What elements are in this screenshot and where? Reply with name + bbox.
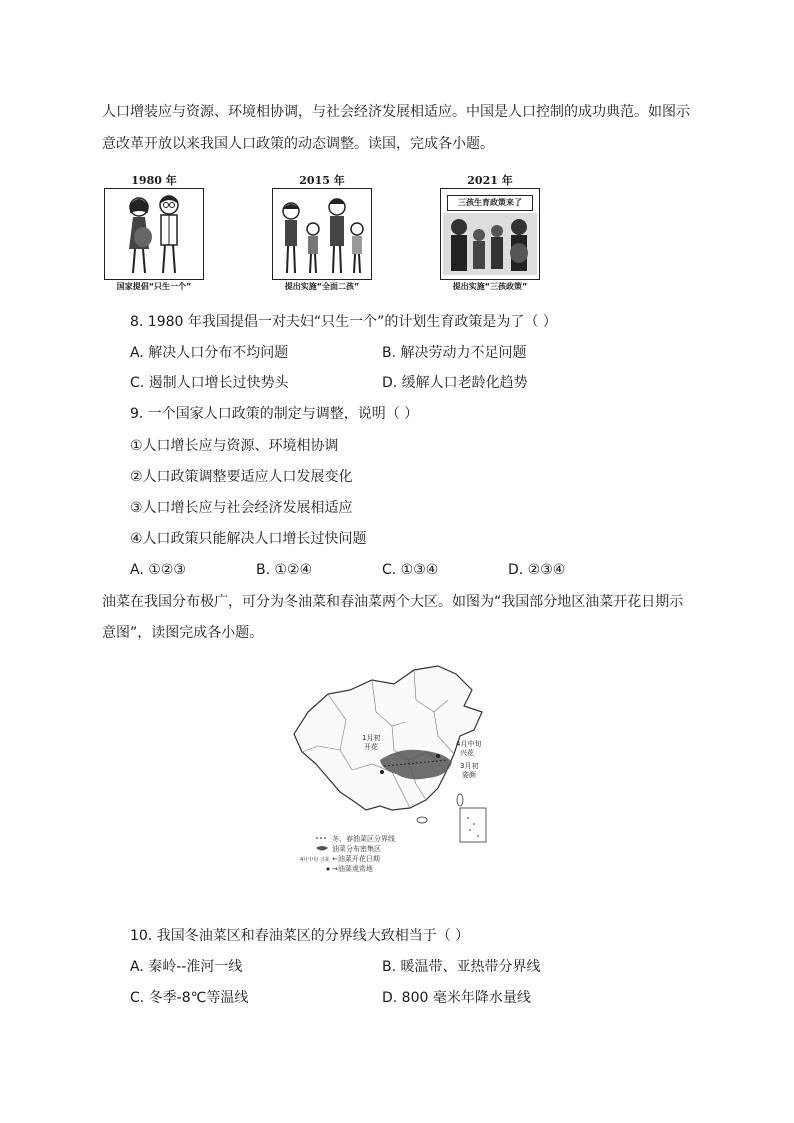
couple-illustration — [105, 189, 203, 279]
legend-item: 油菜分布密集区 — [332, 845, 381, 853]
q8-stem: 8. 1980 年我国提倡一对夫妇“只生一个”的计划生育政策是为了（ ） — [130, 314, 557, 330]
map-label: 1月初 — [362, 734, 381, 742]
policy-banner: 三孩生育政策来了 — [447, 195, 533, 211]
cartoon-1980 — [104, 172, 204, 294]
cartoon-2015 — [272, 172, 372, 294]
cartoon-year: 2021 年 — [467, 174, 513, 187]
q10-option-c[interactable]: C. 冬季-8℃等温线 — [130, 990, 249, 1006]
q10-option-d[interactable]: D. 800 毫米年降水量线 — [382, 990, 531, 1006]
q10-option-a[interactable]: A. 秦岭--淮河一线 — [130, 959, 243, 975]
map-label: 兴花 — [460, 749, 474, 757]
cartoon-frame — [104, 188, 204, 280]
q9-statement-2: ②人口政策调整要适应人口发展变化 — [130, 469, 353, 485]
legend-small-label: 4月中旬 兴花 — [300, 857, 330, 863]
rapeseed-flowering-map — [288, 660, 502, 885]
cartoon-caption: 提出实施“全面二孩” — [284, 282, 360, 291]
map-legend — [300, 834, 395, 873]
q9-option-c[interactable]: C. ①③④ — [382, 562, 439, 578]
cartoon-year: 2015 年 — [299, 174, 345, 187]
cartoon-frame — [440, 188, 540, 280]
china-outline — [294, 666, 482, 810]
intro-line-1: 人口增装应与资源、环境相协调，与社会经济发展相适应。中国是人口控制的成功典范。如图示 — [102, 104, 690, 120]
map-label: 开花 — [364, 743, 378, 751]
cartoon-frame — [272, 188, 372, 280]
q9-statement-4: ④人口政策只能解决人口增长过快问题 — [130, 531, 367, 547]
q9-option-d[interactable]: D. ②③④ — [508, 562, 566, 578]
map-label: 姿颜 — [462, 771, 476, 779]
intro-line-2: 意改革开放以来我国人口政策的动态调整。读国，完成各小题。 — [102, 136, 494, 152]
q8-option-c[interactable]: C. 遏制人口增长过快势头 — [130, 375, 289, 391]
cartoon-year: 1980 年 — [131, 174, 177, 187]
q10-stem: 10. 我国冬油菜区和春油菜区的分界线大致相当于（ ） — [130, 928, 470, 944]
q10-option-b[interactable]: B. 暖温带、亚热带分界线 — [382, 959, 541, 975]
q9-statement-3: ③人口增长应与社会经济发展相适应 — [130, 500, 353, 516]
map-label: 4月中旬 — [456, 740, 482, 748]
map-label: 3月初 — [460, 762, 479, 770]
q9-option-a[interactable]: A. ①②③ — [130, 562, 186, 578]
intro2-line-2: 意图”，读图完成各小题。 — [102, 625, 264, 641]
cartoon-2021 — [440, 172, 540, 294]
cartoon-caption: 提出实施“三孩政策” — [452, 282, 528, 291]
q8-option-a[interactable]: A. 解决人口分布不均问题 — [130, 345, 289, 361]
legend-item: →油菜观赏地 — [332, 865, 373, 873]
legend-item: 冬、春油菜区分界线 — [332, 835, 395, 843]
intro2-line-1: 油菜在我国分布极广，可分为冬油菜和春油菜两个大区。如图为“我国部分地区油菜开花日期示 — [102, 594, 684, 610]
q9-statement-1: ①人口增长应与资源、环境相协调 — [130, 438, 339, 454]
q9-option-b[interactable]: B. ①②④ — [256, 562, 313, 578]
legend-item: ←油菜开花日期 — [332, 855, 380, 863]
q8-option-b[interactable]: B. 解决劳动力不足问题 — [382, 345, 527, 361]
family-two-children-illustration — [273, 189, 371, 279]
south-china-sea-inset — [460, 808, 486, 842]
q8-option-d[interactable]: D. 缓解人口老龄化趋势 — [382, 375, 528, 391]
q9-stem: 9. 一个国家人口政策的制定与调整，说明（ ） — [130, 406, 419, 422]
cartoon-caption: 国家提倡“只生一个” — [116, 282, 192, 291]
